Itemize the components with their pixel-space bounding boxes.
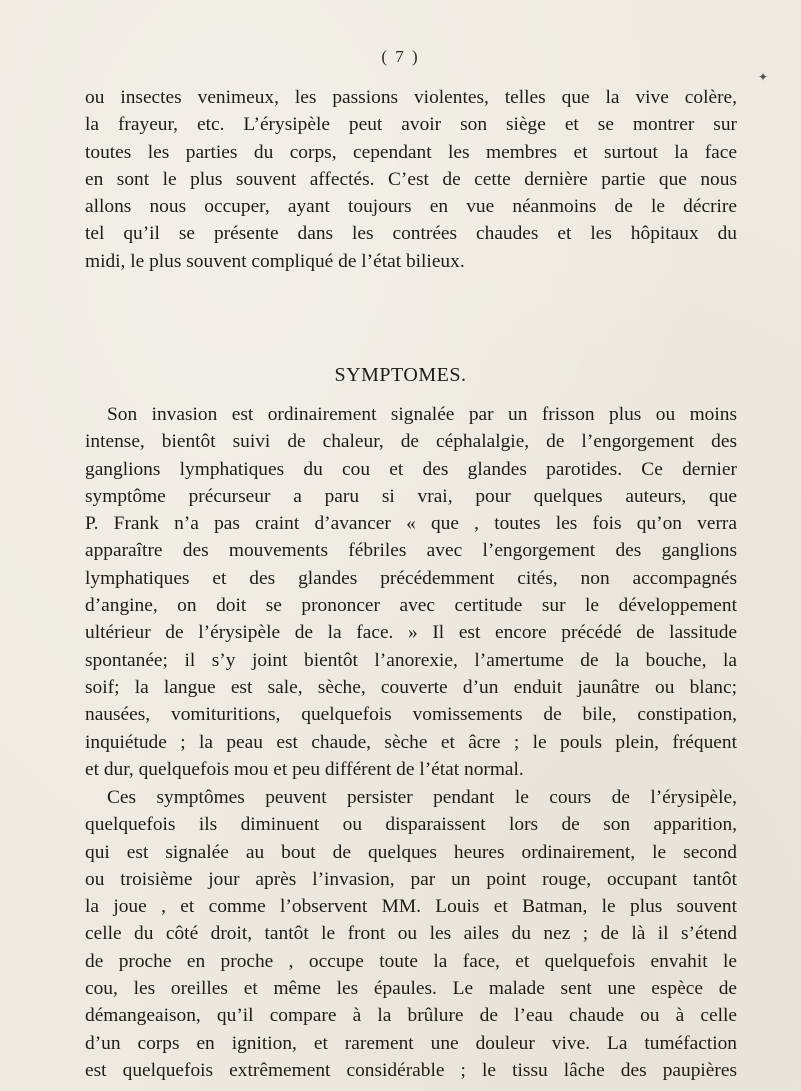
margin-mark: ✦	[758, 70, 769, 84]
text-line: et dur, quelquefois mou et peu différent de l’état normal.	[85, 758, 524, 780]
text-line: intense, bientôt suivi de chaleur, de céphalalgie, de l’engorgement des	[85, 431, 737, 453]
text-line: tel qu’il se présente dans les contrées chaudes et les hôpitaux du	[85, 223, 737, 245]
text-line: d’un corps en ignition, et rarement une douleur vive. La tuméfaction	[85, 1032, 737, 1054]
text-line: lymphatiques et des glandes précédemment cités, non accompagnés	[85, 567, 737, 589]
section-heading: SYMPTOMES.	[334, 364, 467, 386]
text-line: qui est signalée au bout de quelques heures ordinairement, le second	[85, 841, 737, 863]
text-line: cou, les oreilles et même les épaules. Le malade sent une espèce de	[85, 978, 737, 1000]
text-line: nausées, vomituritions, quelquefois vomissements de bile, constipation,	[85, 704, 737, 726]
text-line: d’angine, on doit se prononcer avec certitude sur le développement	[85, 595, 737, 617]
text-line: en sont le plus souvent affectés. C’est de cette dernière partie que nous	[85, 168, 737, 190]
text-line: Ces symptômes peuvent persister pendant le cours de l’érysipèle,	[107, 787, 737, 808]
text-line: la frayeur, etc. L’érysipèle peut avoir son siège et se montrer sur	[85, 114, 737, 136]
text-line: toutes les parties du corps, cependant les membres et surtout la face	[85, 141, 737, 163]
text-line: ou insectes venimeux, les passions violentes, telles que la vive colère,	[85, 87, 737, 108]
paragraph-3	[85, 784, 737, 1084]
text-line: ultérieur de l’érysipèle de la face. » Il est encore précédé de lassitude	[85, 622, 737, 644]
text-line: de proche en proche , occupe toute la face, et quelquefois envahit le	[85, 950, 737, 972]
paragraph-2	[85, 401, 737, 783]
text-line: démangeaison, qu’il compare à la brûlure de l’eau chaude ou à celle	[85, 1005, 737, 1027]
text-line: P. Frank n’a pas craint d’avancer « que , toutes les fois qu’on verra	[85, 513, 737, 535]
text-line: ou troisième jour après l’invasion, par un point rouge, occupant tantôt	[85, 868, 737, 890]
text-line: allons nous occuper, ayant toujours en vue néanmoins de le décrire	[85, 196, 737, 218]
page-number: ( 7 )	[381, 47, 420, 66]
text-line: la joue , et comme l’observent MM. Louis et Batman, le plus souvent	[85, 896, 737, 918]
text-line: spontanée; il s’y joint bientôt l’anorexie, l’amertume de la bouche, la	[85, 649, 737, 671]
text-line: midi, le plus souvent compliqué de l’état bilieux.	[85, 250, 465, 272]
text-line: ganglions lymphatiques du cou et des glandes parotides. Ce dernier	[85, 458, 737, 480]
text-line: symptôme précurseur a paru si vrai, pour quelques auteurs, que	[85, 485, 737, 507]
text-line: quelquefois ils diminuent ou disparaissent lors de son apparition,	[85, 814, 737, 836]
paragraph-1	[85, 84, 737, 275]
text-line: apparaître des mouvements fébriles avec l’engorgement des ganglions	[85, 540, 737, 562]
text-line: celle du côté droit, tantôt le front ou les ailes du nez ; de là il s’étend	[85, 923, 737, 945]
text-line: soif; la langue est sale, sèche, couverte d’un enduit jaunâtre ou blanc;	[85, 676, 737, 698]
text-line: inquiétude ; la peau est chaude, sèche et âcre ; le pouls plein, fréquent	[85, 731, 737, 753]
text-line: Son invasion est ordinairement signalée par un frisson plus ou moins	[107, 404, 737, 425]
text-line: est quelquefois extrêmement considérable ; le tissu lâche des paupières	[85, 1059, 737, 1081]
